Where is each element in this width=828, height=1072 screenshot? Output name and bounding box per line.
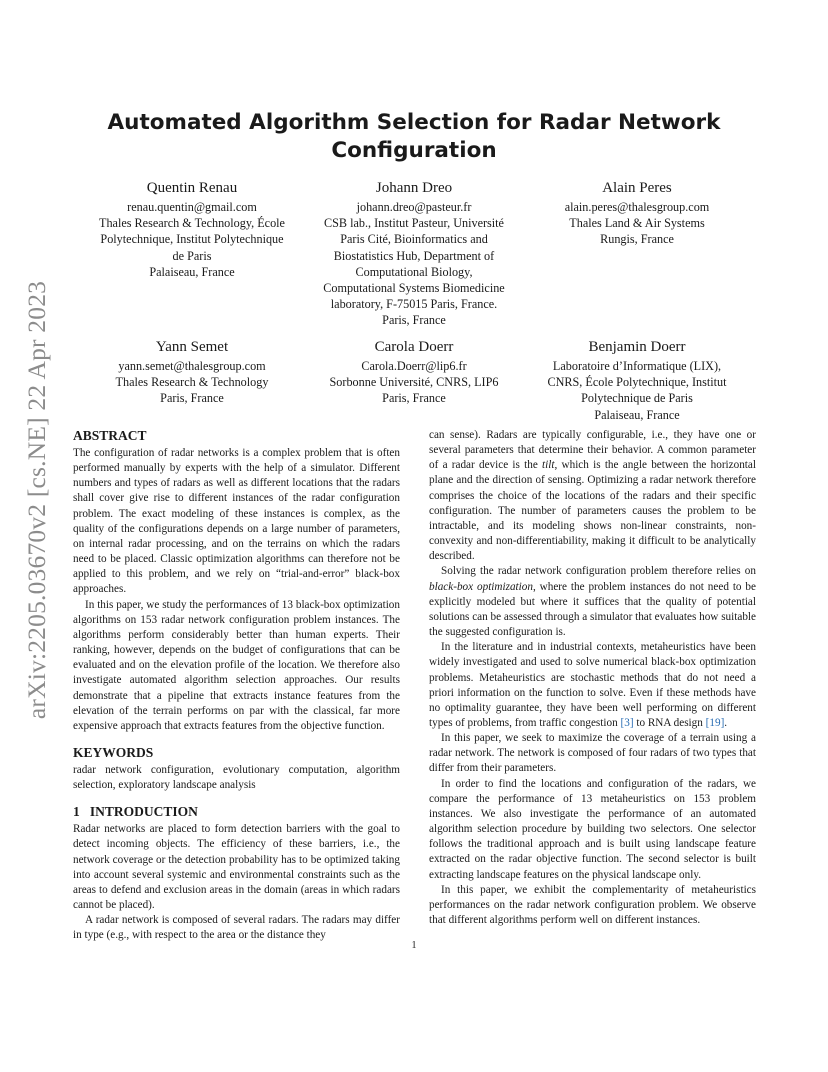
author-affiliation: Polytechnique, Institut Polytechnique	[100, 232, 284, 247]
author-name: Alain Peres	[602, 180, 672, 196]
author-affiliation: Biostatistics Hub, Department of	[333, 248, 495, 263]
abstract-heading: ABSTRACT	[73, 428, 147, 443]
author-email: alain.peres@thalesgroup.com	[564, 200, 710, 214]
body-paragraph: In this paper, we exhibit the complementarity of metaheuristics performances on the radar network configuration problem. We observe that different algorithms perform well on different instances.	[429, 883, 756, 926]
citation-link[interactable]: [19]	[705, 716, 725, 729]
emphasis-term: tilt	[542, 459, 555, 472]
emphasis-term: black-box optimization	[429, 580, 533, 593]
author-email: renau.quentin@gmail.com	[127, 200, 257, 214]
paper-title: Automated Algorithm Selection for Radar Network Configuration	[107, 110, 721, 163]
author-location: Paris, France	[382, 313, 446, 328]
author-block-1	[77, 178, 307, 280]
page-number: 1	[411, 940, 417, 951]
author-location: Palaiseau, France	[594, 407, 680, 422]
body-paragraph: can sense). Radars are typically configurable, i.e., they have one or several parameters that determine their behavior. A common parameter of a radar device is the tilt, which is the angle between the horizontal plane and the direction of sensing. Optimizing a radar network therefore comprises the choice of the locations of the radars and their specific configuration. The number of parameters causes the problem to be intractable, and its modeling shows non-linear constraints, non-convexity and non-differentiability, making it difficult to be analytically described.	[429, 429, 756, 563]
author-affiliation: Polytechnique de Paris	[581, 391, 693, 406]
author-affiliation: Computational Biology,	[355, 264, 473, 279]
body-paragraph: In the literature and in industrial contexts, metaheuristics have been widely investigated and used to solve numerical black-box optimization problems. Metaheuristics are stochastic methods that do not need a priori information on the function to solve. Even if these methods have no optimality guarantee, they have been well performing on different types of problems, from traffic congestion [3] to RNA design [19].	[429, 641, 756, 729]
author-affiliation: Thales Research & Technology, École	[99, 216, 285, 231]
author-affiliation: Sorbonne Université, CNRS, LIP6	[329, 375, 499, 390]
author-location: Paris, France	[160, 391, 224, 406]
author-email: Carola.Doerr@lip6.fr	[361, 359, 467, 373]
author-affiliation: Paris Cité, Bioinformatics and	[340, 232, 488, 247]
author-affiliation: CSB lab., Institut Pasteur, Université	[324, 216, 504, 231]
author-block-2	[299, 178, 529, 329]
author-name: Johann Dreo	[375, 180, 453, 196]
keywords-heading: KEYWORDS	[73, 744, 154, 760]
author-affiliation: de Paris	[172, 248, 212, 263]
arxiv-id: arXiv:2205.03670v2 [cs.NE] 22 Apr 2023	[22, 280, 51, 720]
introduction-heading: 1 INTRODUCTION	[73, 804, 198, 820]
body-paragraph: In this paper, we seek to maximize the coverage of a terrain using a radar network. The network is composed of four radars of two types that differ from their parameters.	[429, 732, 756, 775]
author-email: johann.dreo@pasteur.fr	[356, 200, 472, 214]
author-email: yann.semet@thalesgroup.com	[118, 359, 266, 373]
author-block-3	[522, 178, 752, 248]
author-location: Paris, France	[382, 391, 446, 406]
author-affiliation: Thales Land & Air Systems	[569, 216, 705, 231]
author-affiliation: Computational Systems Biomedicine	[323, 281, 505, 296]
author-affiliation: Thales Research & Technology	[115, 375, 269, 390]
right-column	[429, 428, 756, 928]
abstract-paragraph: The configuration of radar networks is a complex problem that is often performed manually by experts with the help of a simulator. Different numbers and types of radars as well as different locations that the radars shall cover give rise to different instances of the radar configuration problem. The exact modeling of these instances is complex, as the quality of the configurations depends on a large number of parameters, on internal radar processing, and on the terrains on which the radars need to be placed. Classic optimization algorithms can therefore not be applied to this problem, and we rely on “trial-and-error” black-box approaches.	[73, 447, 400, 596]
keywords-text: radar network configuration, evolutionary computation, algorithm selection, exploratory landscape analysis	[73, 763, 400, 792]
author-affiliation: laboratory, F-75015 Paris, France.	[330, 297, 498, 312]
author-name: Yann Semet	[155, 339, 229, 355]
body-paragraph: A radar network is composed of several radars. The radars may differ in type (e.g., with respect to the area or the distance they	[73, 914, 400, 942]
author-block-4	[77, 337, 307, 407]
left-column	[73, 428, 400, 944]
author-block-5	[299, 337, 529, 407]
abstract-paragraph: In this paper, we study the performances of 13 black-box optimization algorithms on 153 radar network configuration problem instances. The algorithms perform considerably better than human experts. Their ranking, however, depends on the budget of configurations that can be evaluated and on the elevation profile of the location. We therefore also investigate automated algorithm selection approaches. Our results demonstrate that a pipeline that extracts instance features from the elevation of the terrain performs on par with the classical, far more expensive approach that extracts features from the objective function.	[73, 598, 400, 732]
citation-link[interactable]: [3]	[620, 716, 634, 729]
author-location: Rungis, France	[600, 232, 674, 247]
author-block-6	[522, 337, 752, 423]
author-name: Quentin Renau	[146, 180, 238, 196]
body-paragraph: Solving the radar network configuration problem therefore relies on black-box optimization, where the problem instances do not need to be explicitly modeled but where it suffices that the quality of potential solutions can be assessed through a simulator that evaluates how suitable the suggested configuration is.	[429, 565, 756, 639]
author-name: Benjamin Doerr	[588, 339, 686, 355]
author-affiliation: CNRS, École Polytechnique, Institut	[547, 375, 727, 390]
body-paragraph: Radar networks are placed to form detection barriers with the goal to detect incoming objects. The efficiency of these barriers, i.e., the network coverage or the detection probability has to be optimized taking into account several systemic and environmental constraints such as the areas to defend and exclusion areas in the domain (areas in which radars cannot be placed).	[73, 823, 400, 912]
author-affiliation: Laboratoire d’Informatique (LIX),	[552, 359, 722, 373]
arxiv-sidebar-stamp	[14, 240, 60, 760]
author-name: Carola Doerr	[374, 339, 454, 355]
body-paragraph: In order to find the locations and configuration of the radars, we compare the performance of 13 metaheuristics on 153 problem instances. We also investigate the performance of an automated algorithm selection procedure by building two selectors. One selector follows the traditional approach and is built using landscape feature extracted on the radar objective function. The second selector is built extracting landscape features on the physical landscape only.	[429, 777, 756, 881]
author-location: Palaiseau, France	[149, 264, 235, 279]
